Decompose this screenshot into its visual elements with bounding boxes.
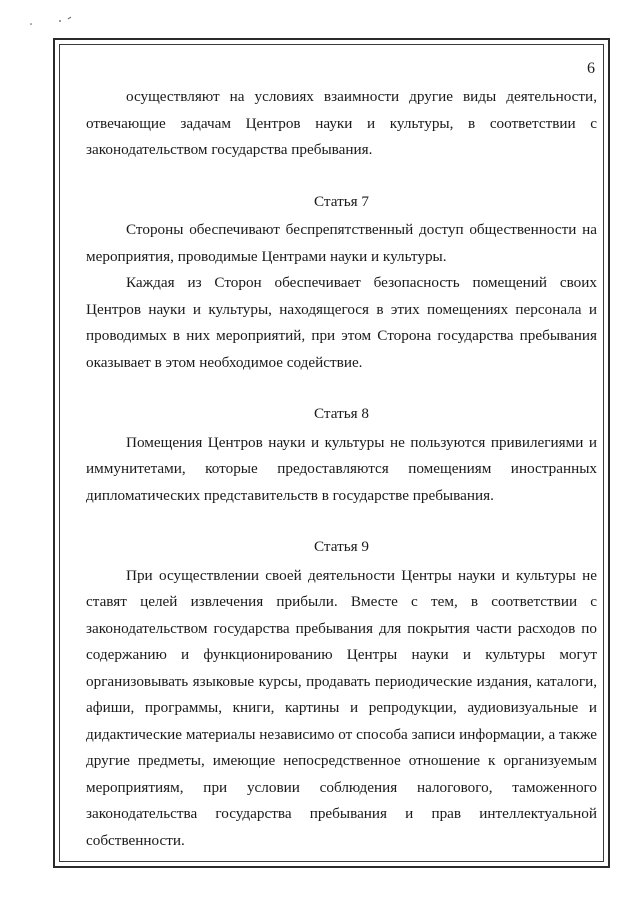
article-8-paragraph-1: Помещения Центров науки и культуры не пользуются привилегиями и иммунитетами, которые предоставляются помещениям иностранных дипломатических представительств в государстве пребывания.	[86, 433, 597, 504]
page-number: 6	[587, 60, 595, 77]
article-8-heading: Статья 8	[313, 405, 370, 422]
article-7-paragraph-1: Стороны обеспечивают беспрепятственный доступ общественности на мероприятия, проводимые Центрами науки и культуры.	[86, 221, 597, 265]
article-9-heading: Статья 9	[313, 538, 370, 555]
paragraph-continuation: осуществляют на условиях взаимности другие виды деятельности, отвечающие задачам Центров науки и культуры, в соответствии с законодательством государства пребывания.	[86, 88, 597, 158]
scan-artifact-marks	[28, 14, 78, 28]
article-7-paragraph-2: Каждая из Сторон обеспечивает безопасность помещений своих Центров науки и культуры, находящегося в этих помещениях персонала и проводимых в них мероприятий, при этом Сторона государства пребывания оказывает в этом необходимое содействие.	[86, 274, 597, 371]
article-7-heading: Статья 7	[313, 192, 370, 210]
article-9-paragraph-1: При осуществлении своей деятельности Центры науки и культуры не ставят целей извлечения прибыли. Вместе с тем, в соответствии с законодательством государства пребывания для покрытия части расходов по содержанию и функционированию Центры науки и культуры могут организовывать языковые курсы, продавать периодические издания, каталоги, афиши, программы, книги, картины и репродукции, аудиовизуальные и дидактические материалы независимо от способа записи информации, а также другие предметы, имеющие непосредственное отношение к организуемым мероприятиям, при условии соблюдения налогового, таможенного законодательства государства пребывания и прав интеллектуальной собственности.	[86, 566, 597, 849]
document-body	[86, 84, 597, 854]
